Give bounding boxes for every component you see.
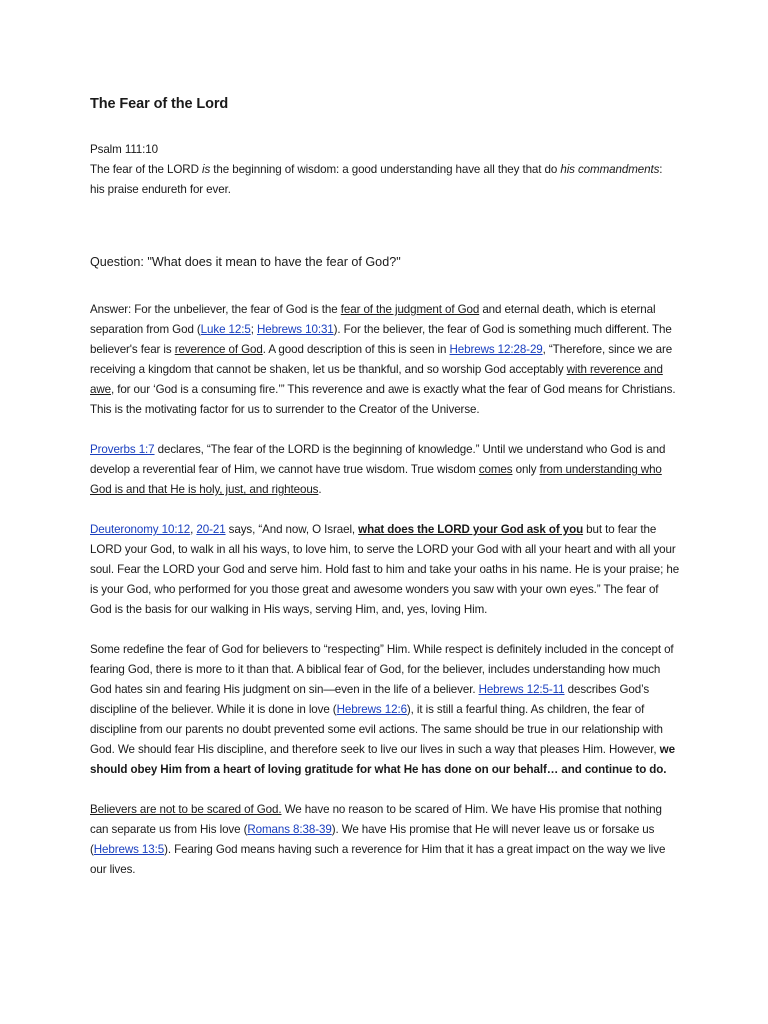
link-luke-12-5[interactable]: Luke 12:5: [200, 323, 251, 336]
underlined-phrase: reverence of God: [174, 343, 263, 356]
underlined-phrase: with reverence and awe: [90, 363, 663, 396]
link-romans-8-38-39[interactable]: Romans 8:38-39: [247, 823, 332, 836]
believers-paragraph: Believers are not to be scared of God. We have no reason to be scared of Him. We have His promise that nothing can separate us from His love (Romans 8:38-39). We have His promise that He will never leave us or forsake us (Hebrews 13:5). Fearing God means having such a reverence for Him that it has a great impact on the way we live our lives.: [90, 803, 666, 876]
verse-text: The fear of the LORD is the beginning of wisdom: a good understanding have all they that do his commandments: his praise endureth for ever.: [90, 163, 663, 196]
deuteronomy-paragraph: Deuteronomy 10:12, 20-21 says, “And now, O Israel, what does the LORD your God ask of you but to fear the LORD your God, to walk in all his ways, to love him, to serve the LORD your God with all your heart and with all your soul. Fear the LORD your God and serve him. Hold fast to him and take your oaths in his name. He is your praise; he is your God, who performed for you those great and awesome wonders you saw with your own eyes.” The fear of God is the basis for our walking in His ways, serving Him, and, yes, loving Him.: [90, 523, 680, 616]
link-hebrews-13-5[interactable]: Hebrews 13:5: [93, 843, 165, 856]
underlined-bold-phrase: what does the LORD your God ask of you: [358, 523, 584, 536]
underlined-phrase: from understanding who God is and that He is holy, just, and righteous: [90, 463, 662, 496]
document-title: The Fear of the Lord: [90, 96, 229, 112]
underlined-phrase: fear of the judgment of God: [340, 303, 480, 316]
underlined-phrase: Believers are not to be scared of God.: [90, 803, 282, 816]
link-hebrews-10-31[interactable]: Hebrews 10:31: [256, 323, 334, 336]
proverbs-paragraph: Proverbs 1:7 declares, “The fear of the LORD is the beginning of knowledge.” Until we understand who God is and develop a reverential fear of Him, we cannot have true wisdom. True wisdom comes only from understanding who God is and that He is holy, just, and righteous.: [90, 443, 666, 496]
link-deuteronomy-10-12[interactable]: Deuteronomy 10:12: [90, 523, 191, 536]
answer-paragraph: Answer: For the unbeliever, the fear of God is the fear of the judgment of God and eternal death, which is eternal separation from God (Luke 12:5; Hebrews 10:31). For the believer, the fear of God is something much different. The believer's fear is reverence of God. A good description of this is seen in Hebrews 12:28-29, “Therefore, since we are receiving a kingdom that cannot be shaken, let us be thankful, and so worship God acceptably with reverence and awe, for our ‘God is a consuming fire.’” This reverence and awe is exactly what the fear of God means for Christians. This is the motivating factor for us to surrender to the Creator of the Universe.: [90, 303, 676, 416]
link-hebrews-12-5-11[interactable]: Hebrews 12:5-11: [478, 683, 565, 696]
link-hebrews-12-6[interactable]: Hebrews 12:6: [336, 703, 407, 716]
verse-reference: Psalm 111:10: [90, 143, 158, 156]
link-proverbs-1-7[interactable]: Proverbs 1:7: [90, 443, 155, 456]
respect-paragraph: Some redefine the fear of God for believers to “respecting” Him. While respect is definitely included in the concept of fearing God, there is more to it than that. A biblical fear of God, for the believer, includes understanding how much God hates sin and fearing His judgment on sin—even in the life of a believer. Hebrews 12:5-11 describes God’s discipline of the believer. While it is done in love (Hebrews 12:6), it is still a fearful thing. As children, the fear of discipline from our parents no doubt prevented some evil actions. The same should be true in our relationship with God. We should fear His discipline, and therefore seek to live our lives in such a way that pleases Him. However, we should obey Him from a heart of loving gratitude for what He has done on our behalf… and continue to do.: [90, 643, 675, 776]
question-heading: Question: "What does it mean to have the fear of God?": [90, 255, 401, 269]
underlined-phrase: comes: [478, 463, 513, 476]
bold-phrase: we should obey Him from a heart of loving gratitude for what He has done on our behalf… and continue to do.: [90, 743, 675, 776]
link-deuteronomy-10-20-21[interactable]: 20-21: [196, 523, 226, 536]
link-hebrews-12-28-29[interactable]: Hebrews 12:28-29: [449, 343, 543, 356]
